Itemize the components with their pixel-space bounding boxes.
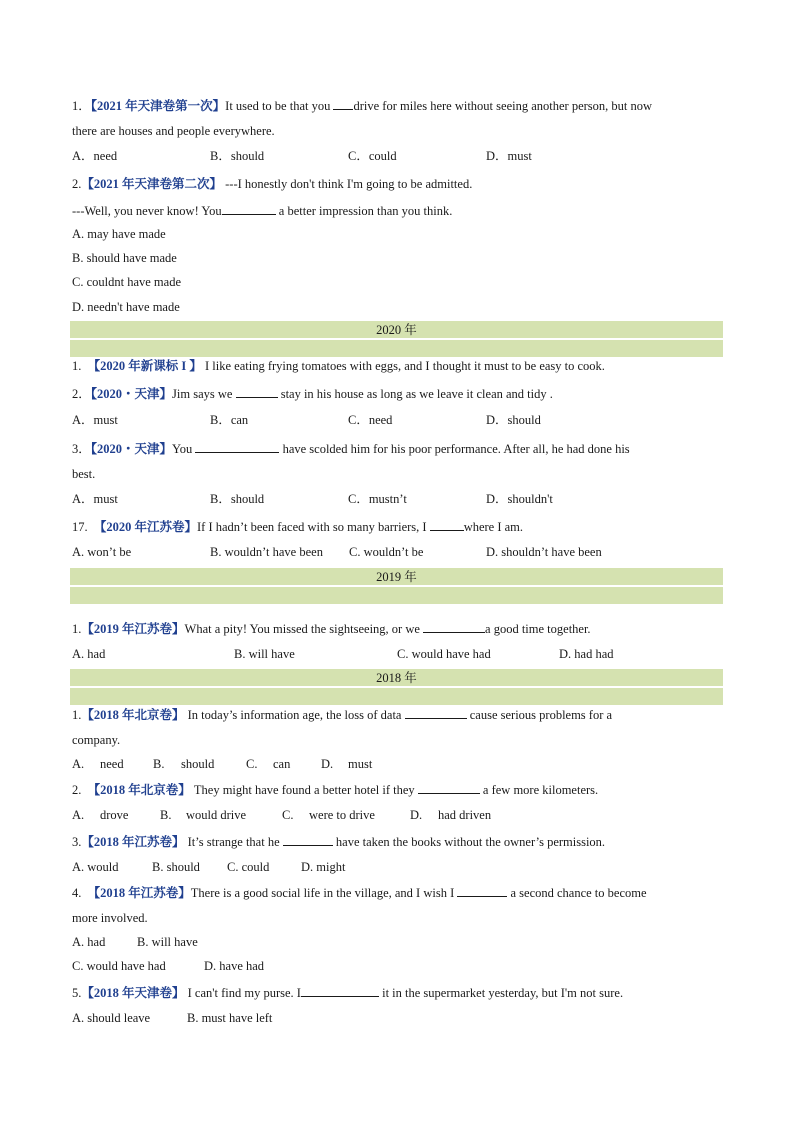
source-tag: 【2020 年江苏卷】	[93, 520, 198, 534]
source-tag: 【2021 年天津卷第二次】	[81, 177, 223, 191]
source-tag: 【2020 年新课标 I 】	[87, 359, 202, 373]
source-tag: 【2020・天津】	[90, 442, 173, 456]
question-2018-3	[72, 833, 724, 850]
option-d-letter: D.	[410, 808, 423, 822]
option-c-letter: C.	[246, 757, 258, 771]
option-a[interactable]: need	[100, 757, 124, 771]
option-b[interactable]: would drive	[186, 808, 247, 822]
question-number: 17.	[72, 520, 88, 534]
question-text: more involved.	[72, 911, 148, 925]
question-2018-2	[72, 781, 724, 798]
question-number: 1.	[72, 708, 82, 722]
option-a[interactable]: A. had	[72, 647, 106, 661]
question-text: best.	[72, 467, 96, 481]
question-text: cause serious problems for a	[466, 708, 613, 722]
option-c-letter: C.	[282, 808, 294, 822]
option-d[interactable]: D. shouldn’t have been	[486, 545, 602, 559]
question-number: 1.	[72, 622, 82, 636]
question-text: a second chance to become	[507, 886, 647, 900]
answer-blank[interactable]	[405, 706, 467, 719]
question-text: If I hadn’t been faced with so many barriers, I	[197, 520, 430, 534]
question-number: 1.	[72, 359, 82, 373]
question-number: 2．	[72, 387, 91, 401]
answer-blank[interactable]	[418, 781, 480, 794]
question-text: a better impression than you think.	[275, 204, 453, 218]
question-2019-1	[72, 620, 724, 637]
section-title: 2020 年	[376, 323, 417, 337]
question-2018-1	[72, 706, 724, 723]
question-text: it in the supermarket yesterday, but I'm not sure.	[378, 986, 624, 1000]
question-text: They might have found a better hotel if they	[190, 783, 418, 797]
question-text: Jim says we	[172, 387, 236, 401]
question-text: In today’s information age, the loss of data	[184, 708, 405, 722]
answer-blank[interactable]	[301, 984, 379, 997]
answer-blank[interactable]	[195, 440, 279, 453]
source-tag: 【2018 年北京卷】	[81, 708, 185, 722]
option-b[interactable]: should	[181, 757, 215, 771]
option-c[interactable]: can	[273, 757, 291, 771]
option-d[interactable]: D. have had	[204, 959, 265, 973]
question-text: There is a good social life in the village, and I wish I	[190, 886, 458, 900]
option-d[interactable]: D. might	[301, 860, 346, 874]
answer-blank[interactable]	[236, 385, 278, 398]
question-number: 2.	[72, 783, 82, 797]
question-2018-5	[72, 984, 724, 1001]
option-d[interactable]: D. had had	[559, 647, 614, 661]
source-tag: 【2018 年天津卷】	[81, 986, 185, 1000]
option-a[interactable]: A．need	[72, 149, 118, 163]
section-header-2019	[70, 568, 723, 604]
option-d[interactable]: D. needn't have made	[72, 300, 180, 314]
option-d[interactable]: D．must	[486, 149, 532, 163]
option-b[interactable]: B. wouldn’t have been	[210, 545, 323, 559]
option-b[interactable]: B. should	[152, 860, 200, 874]
option-a[interactable]: drove	[100, 808, 129, 822]
question-2018-4	[72, 884, 724, 901]
question-2020-3	[72, 440, 724, 457]
option-c[interactable]: C．need	[348, 413, 393, 427]
option-b[interactable]: B．can	[210, 413, 249, 427]
question-text: You	[172, 442, 196, 456]
option-b[interactable]: B. must have left	[187, 1011, 273, 1025]
option-b-letter: B.	[153, 757, 165, 771]
source-tag: 【2020・天津】	[90, 387, 173, 401]
section-title: 2018 年	[376, 671, 417, 685]
question-2020-1	[72, 358, 724, 374]
option-a-letter: A.	[72, 808, 85, 822]
question-text: It’s strange that he	[184, 835, 283, 849]
option-c[interactable]: C. would have had	[397, 647, 491, 661]
question-text: a good time together.	[485, 622, 591, 636]
option-c[interactable]: C. wouldn’t be	[349, 545, 424, 559]
option-a[interactable]: A. may have made	[72, 227, 166, 241]
question-text: drive for miles here without seeing another person, but now	[353, 99, 653, 113]
answer-blank[interactable]	[333, 97, 353, 110]
option-c[interactable]: C. couldnt have made	[72, 275, 181, 289]
option-b[interactable]: B. will have	[234, 647, 295, 661]
question-text: What a pity! You missed the sightseeing, or we	[184, 622, 424, 636]
question-number: 3．	[72, 442, 91, 456]
section-header-2018	[70, 669, 723, 705]
question-text: a few more kilometers.	[479, 783, 599, 797]
question-text: I like eating frying tomatoes with eggs, and I thought it must to be easy to cook.	[201, 359, 605, 373]
source-tag: 【2021 年天津卷第一次】	[90, 99, 226, 113]
section-title: 2019 年	[376, 570, 417, 584]
question-text: company.	[72, 733, 121, 747]
source-tag: 【2018 年北京卷】	[87, 783, 191, 797]
question-number: 2.	[72, 177, 82, 191]
option-d[interactable]: had driven	[438, 808, 492, 822]
question-text: have scolded him for his poor performance. After all, he had done his	[279, 442, 630, 456]
option-a[interactable]: A．must	[72, 413, 118, 427]
question-text: there are houses and people everywhere.	[72, 124, 275, 138]
option-a[interactable]: A．must	[72, 492, 118, 506]
answer-blank[interactable]	[222, 202, 276, 215]
question-2021-1	[72, 97, 724, 114]
question-text: ---Well, you never know! You	[72, 204, 222, 218]
question-text: ---I honestly don't think I'm going to be admitted.	[222, 177, 473, 191]
answer-blank[interactable]	[423, 620, 485, 633]
source-tag: 【2018 年江苏卷】	[81, 835, 185, 849]
option-c[interactable]: C．could	[348, 149, 397, 163]
answer-blank[interactable]	[457, 884, 507, 897]
question-text: stay in his house as long as we leave it clean and tidy .	[277, 387, 553, 401]
section-header-2020	[70, 321, 723, 357]
option-b[interactable]: B. should have made	[72, 251, 177, 265]
option-c[interactable]: C. would have had	[72, 959, 166, 973]
option-c[interactable]: were to drive	[309, 808, 375, 822]
option-b[interactable]: B. will have	[137, 935, 198, 949]
question-text-line	[72, 202, 724, 219]
source-tag: 【2019 年江苏卷】	[81, 622, 185, 636]
question-text: where I am.	[463, 520, 524, 534]
answer-blank[interactable]	[430, 518, 464, 531]
question-2021-2	[72, 176, 724, 192]
option-d-letter: D.	[321, 757, 334, 771]
option-a[interactable]: A. had	[72, 935, 106, 949]
option-a-letter: A.	[72, 757, 85, 771]
question-number: 3.	[72, 835, 82, 849]
option-d[interactable]: D．shouldn't	[486, 492, 553, 506]
option-b[interactable]: B．should	[210, 492, 265, 506]
source-tag: 【2018 年江苏卷】	[87, 886, 191, 900]
option-c[interactable]: C. could	[227, 860, 270, 874]
option-d[interactable]: must	[348, 757, 373, 771]
option-a[interactable]: A. won’t be	[72, 545, 132, 559]
question-text: It used to be that you	[225, 99, 334, 113]
option-c[interactable]: C．mustn’t	[348, 492, 407, 506]
option-d[interactable]: D．should	[486, 413, 541, 427]
question-number: 5.	[72, 986, 82, 1000]
question-number: 4.	[72, 886, 82, 900]
question-text: I can't find my purse. I	[184, 986, 301, 1000]
question-text: have taken the books without the owner’s permission.	[332, 835, 606, 849]
answer-blank[interactable]	[283, 833, 333, 846]
question-2020-17	[72, 518, 724, 535]
question-number: 1．	[72, 99, 91, 113]
option-b[interactable]: B．should	[210, 149, 265, 163]
option-a[interactable]: A. should leave	[72, 1011, 151, 1025]
option-b-letter: B.	[160, 808, 172, 822]
question-2020-2	[72, 385, 724, 402]
option-a[interactable]: A. would	[72, 860, 119, 874]
